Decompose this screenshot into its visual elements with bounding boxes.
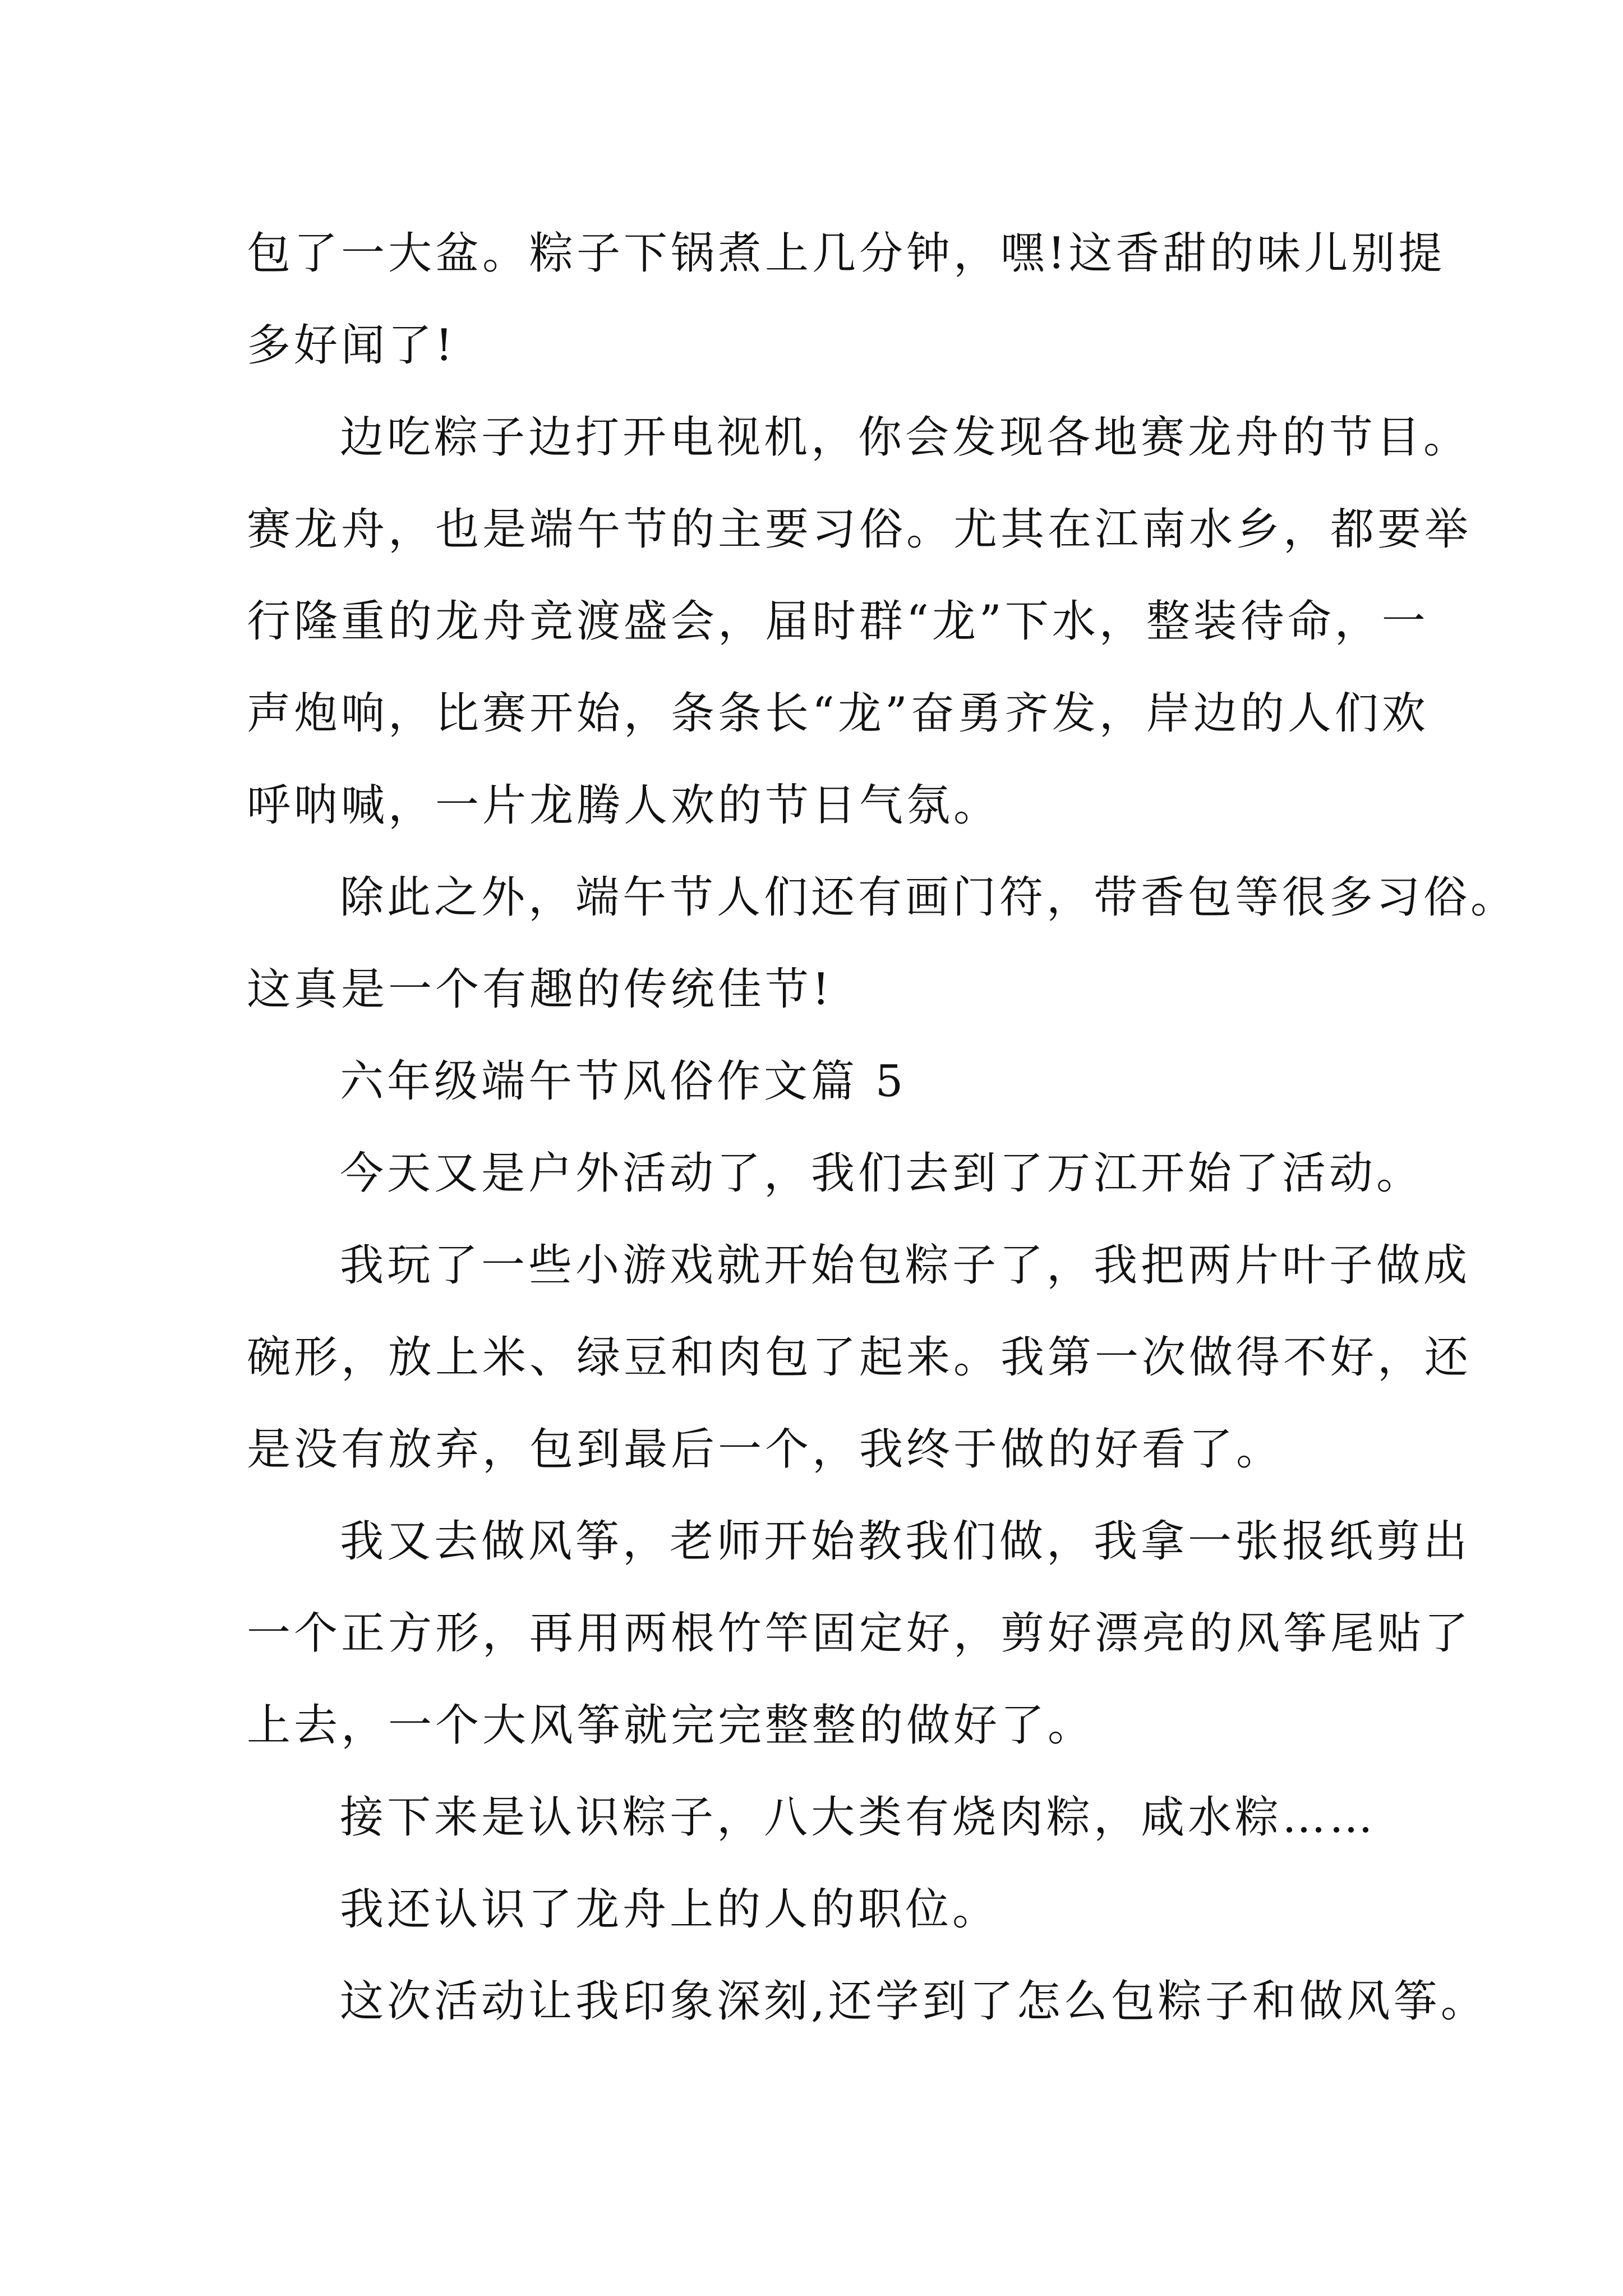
essay-body: [247, 208, 1518, 2047]
paragraph-start-line: 我又去做风筝，老师开始教我们做，我拿一张报纸剪出: [340, 1516, 1471, 1567]
paragraph-start-line: 边吃粽子边打开电视机，你会发现各地赛龙舟的节目。: [340, 412, 1471, 463]
text-line: 上去，一个大风筝就完完整整的做好了。: [247, 1700, 1095, 1751]
text-line: 这真是一个有趣的传统佳节!: [247, 964, 833, 1015]
essay-heading: 六年级端午节风俗作文篇 5: [340, 1056, 907, 1107]
text-line: 碗形，放上米、绿豆和肉包了起来。我第一次做得不好，还: [247, 1332, 1472, 1383]
text-line: 包了一大盆。粽子下锅煮上几分钟，嘿!这香甜的味儿别提: [247, 228, 1446, 279]
paragraph-start-line: 这次活动让我印象深刻,还学到了怎么包粽子和做风筝。: [340, 1976, 1488, 2027]
text-line: 是没有放弃，包到最后一个，我终于做的好看了。: [247, 1424, 1284, 1475]
text-line: 赛龙舟，也是端午节的主要习俗。尤其在江南水乡，都要举: [247, 504, 1472, 555]
text-line: 多好闻了!: [247, 320, 457, 371]
paragraph-start-line: 今天又是户外活动了，我们去到了万江开始了活动。: [340, 1148, 1424, 1199]
text-line: 呼呐喊，一片龙腾人欢的节日气氛。: [247, 780, 1001, 831]
text-line: 声炮响，比赛开始，条条长“龙”奋勇齐发，岸边的人们欢: [247, 688, 1429, 739]
paragraph-start-line: 接下来是认识粽子，八大类有烧肉粽，咸水粽……: [340, 1792, 1377, 1843]
text-line: 行隆重的龙舟竞渡盛会，届时群“龙”下水，整装待命，一: [247, 596, 1429, 647]
paragraph-start-line: 我还认识了龙舟上的人的职位。: [340, 1884, 1000, 1935]
text-line: 一个正方形，再用两根竹竿固定好，剪好漂亮的风筝尾贴了: [247, 1608, 1472, 1659]
paragraph-start-line: 我玩了一些小游戏就开始包粽子了，我把两片叶子做成: [340, 1240, 1471, 1291]
paragraph-start-line: 除此之外，端午节人们还有画门符，带香包等很多习俗。: [340, 872, 1518, 923]
